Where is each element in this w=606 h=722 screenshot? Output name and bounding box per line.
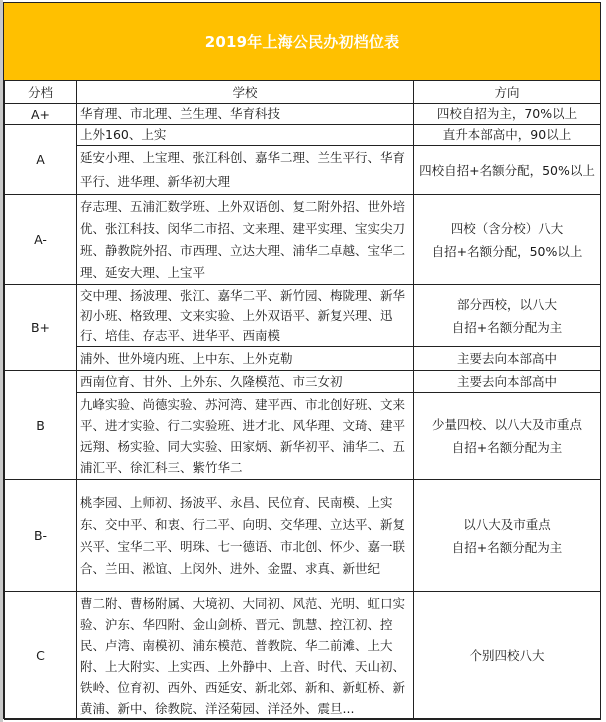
direction-line: 四校（含分校）八大 xyxy=(450,220,564,236)
direction-line: 自招+名额分配为主 xyxy=(451,539,563,555)
grade-cell: A+ xyxy=(5,104,77,125)
direction-line: 直升本部高中，90以上 xyxy=(442,127,572,142)
grade-cell: B xyxy=(5,371,77,480)
direction-cell xyxy=(414,104,601,125)
schools-cell: 上外160、上实 xyxy=(77,125,414,146)
schools-cell: 延安小理、上宝理、张江科创、嘉华二理、兰生平行、华育平行、进华理、新华初大理 xyxy=(77,146,414,195)
schools-cell: 桃李园、上师初、扬波平、永昌、民位育、民南模、上实东、交中平、和衷、行二平、向明、交华理、立达平、新复兴平、宝华二平、明珠、七一德语、市北创、怀少、嘉一联合、兰田、淞谊、上闵外、进外、金盟、求真、新世纪 xyxy=(77,480,414,592)
schools-cell: 华育理、市北理、兰生理、华育科技 xyxy=(77,104,414,125)
grade-cell: C xyxy=(5,592,77,720)
direction-line: 四校自招+名额分配，50%以上 xyxy=(419,162,595,178)
column-header-direction: 方向 xyxy=(414,81,601,104)
schools-cell: 存志理、五浦汇数学班、上外双语创、复二附外招、世外培优、张江科技、闵华二市招、文来理、建平实理、宝实尖刀班、静教院外招、市西理、立达大理、浦华二卓越、宝华二理、延安大理、上宝平 xyxy=(77,195,414,285)
direction-line: 主要去向本部高中 xyxy=(456,350,557,366)
direction-line: 自招+名额分配为主 xyxy=(451,440,563,455)
page-title: 2019年上海公民办初档位表 xyxy=(204,33,400,51)
direction-cell xyxy=(414,285,601,347)
direction-line: 以八大及市重点 xyxy=(463,516,551,532)
schools-cell: 交中理、扬波理、张江、嘉华二平、新竹园、梅陇理、新华初小班、格致理、文来实验、上外双语平、新复兴理、迅行、培佳、存志平、进华平、西南模 xyxy=(77,285,414,347)
schools-cell: 浦外、世外境内班、上中东、上外克勒 xyxy=(77,347,414,371)
direction-cell xyxy=(414,480,601,592)
school-grade-table xyxy=(4,80,601,720)
grade-cell: A- xyxy=(5,195,77,285)
table-row-b-sub xyxy=(5,393,601,480)
title-banner xyxy=(4,3,600,80)
table-row-a-sub xyxy=(5,146,601,195)
table-row-b-minus xyxy=(5,480,601,592)
table-row-a-minus xyxy=(5,195,601,285)
table-row-b xyxy=(5,371,601,393)
table-row-b-plus xyxy=(5,285,601,347)
column-header-schools: 学校 xyxy=(77,81,414,104)
grade-cell: A xyxy=(5,125,77,195)
grade-cell: B- xyxy=(5,480,77,592)
direction-cell xyxy=(414,125,601,146)
direction-cell xyxy=(414,195,601,285)
direction-cell xyxy=(414,393,601,480)
table-row-c xyxy=(5,592,601,720)
direction-cell xyxy=(414,146,601,195)
table-row-a-plus xyxy=(5,104,601,125)
direction-line: 自招+名额分配为主 xyxy=(451,319,563,335)
schools-cell: 西南位育、甘外、上外东、久隆模范、市三女初 xyxy=(77,371,414,393)
direction-line: 部分西校，以八大 xyxy=(456,296,557,312)
grade-table-sheet xyxy=(3,2,601,719)
direction-line: 个别四校八大 xyxy=(469,648,545,663)
schools-cell: 曹二附、曹杨附属、大境初、大同初、风范、光明、虹口实验、沪东、华四附、金山剑桥、晋元、凯慧、控江初、控民、卢湾、南模初、浦东模范、普教院、华二前滩、上大附、上大附实、上实西、上外静中、上音、时代、天山初、铁岭、位育初、西外、西延安、新北郊、新和、新虹桥、新黄浦、新中、徐教院、洋泾菊园、洋泾外、震旦... xyxy=(77,592,414,720)
direction-cell xyxy=(414,347,601,371)
table-header-row xyxy=(5,81,601,104)
direction-line: 主要去向本部高中 xyxy=(456,373,557,389)
direction-line: 少量四校、以八大及市重点 xyxy=(431,417,582,432)
direction-line: 自招+名额分配，50%以上 xyxy=(431,243,583,259)
direction-cell xyxy=(414,371,601,393)
schools-cell: 九峰实验、尚德实验、苏河湾、建平西、市北创好班、文来平、进才实验、行二实验班、进才北、风华理、文琦、建平远翔、杨实验、同大实验、田家炳、新华初平、浦华二、五浦汇平、徐汇科三、紫竹华二 xyxy=(77,393,414,480)
table-row-b-plus-sub xyxy=(5,347,601,371)
column-header-grade: 分档 xyxy=(5,81,77,104)
direction-cell xyxy=(414,592,601,720)
table-row-a xyxy=(5,125,601,146)
grade-cell: B+ xyxy=(5,285,77,371)
direction-line: 四校自招为主，70%以上 xyxy=(436,106,578,121)
